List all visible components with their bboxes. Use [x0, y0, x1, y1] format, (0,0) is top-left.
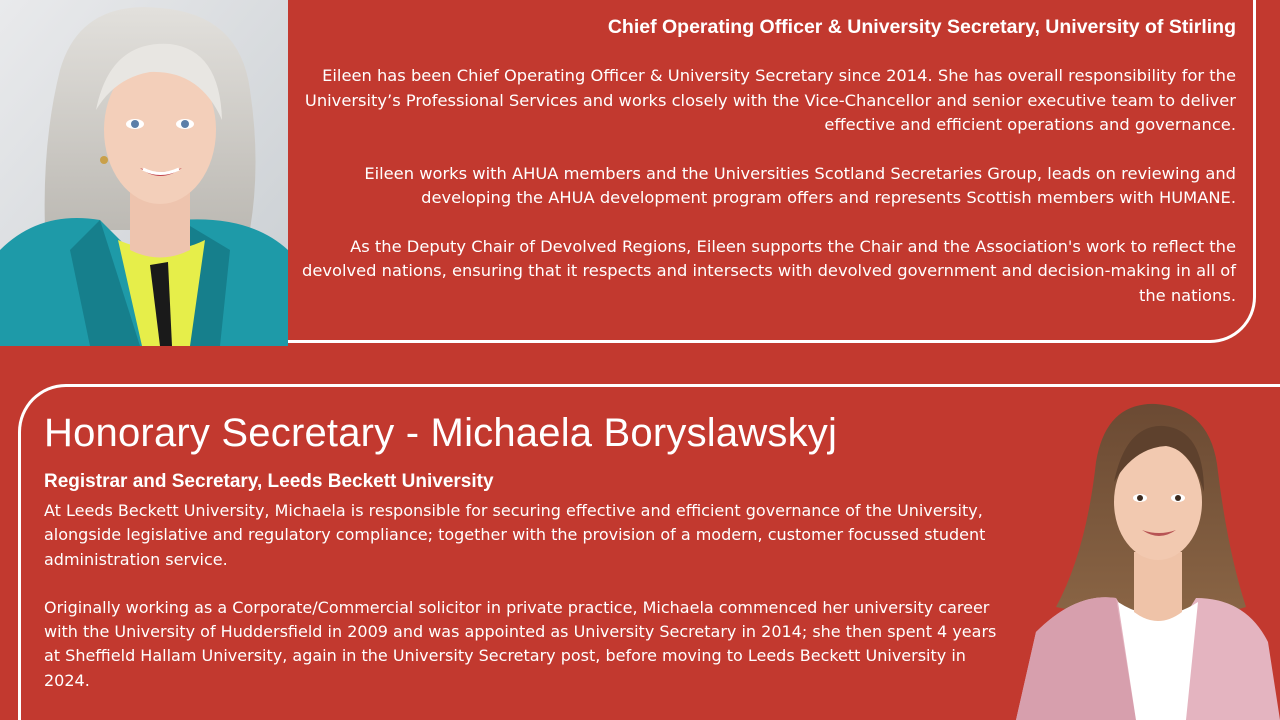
eileen-bio-paragraph-3: As the Deputy Chair of Devolved Regions, Eileen supports the Chair and the Association's work to reflect the devolved nations, ensuring that it respects and intersects with devolved government and decision-making in all of the nations. [302, 236, 1236, 305]
eileen-bio-paragraph-2: Eileen works with AHUA members and the Universities Scotland Secretaries Group, leads on reviewing and developing the AHUA development program offers and represents Scottish members with HUMANE. [364, 163, 1236, 207]
eileen-portrait-photo [0, 0, 288, 346]
michaela-bio [44, 403, 1004, 717]
eileen-bio-paragraph-1: Eileen has been Chief Operating Officer & University Secretary since 2014. She has overall responsibility for the University’s Professional Services and works closely with the Vice-Chancellor and senior executive team to deliver effective and efficient operations and governance. [304, 66, 1236, 134]
michaela-role-subtitle: Registrar and Secretary, Leeds Beckett University [44, 471, 494, 492]
eileen-role-subtitle: Chief Operating Officer & University Secretary, University of Stirling [607, 16, 1236, 38]
michaela-portrait-photo [1016, 402, 1280, 720]
michaela-section-title: Honorary Secretary - Michaela Boryslawskyj [44, 411, 838, 455]
michaela-bio-paragraph-1: At Leeds Beckett University, Michaela is responsible for securing effective and efficient governance of the University, alongside legislative and regulatory compliance; together with the provision of a modern, customer focussed student administration service. [44, 501, 986, 569]
michaela-bio-paragraph-2: Originally working as a Corporate/Commercial solicitor in private practice, Michaela commenced her university career with the University of Huddersfield in 2009 and was appointed as University Secretary in 2014; she then spent 4 years at Sheffield Hallam University, again in the University Secretary post, before moving to Leeds Beckett University in 2024. [44, 597, 997, 690]
eileen-bio [276, 12, 1236, 332]
